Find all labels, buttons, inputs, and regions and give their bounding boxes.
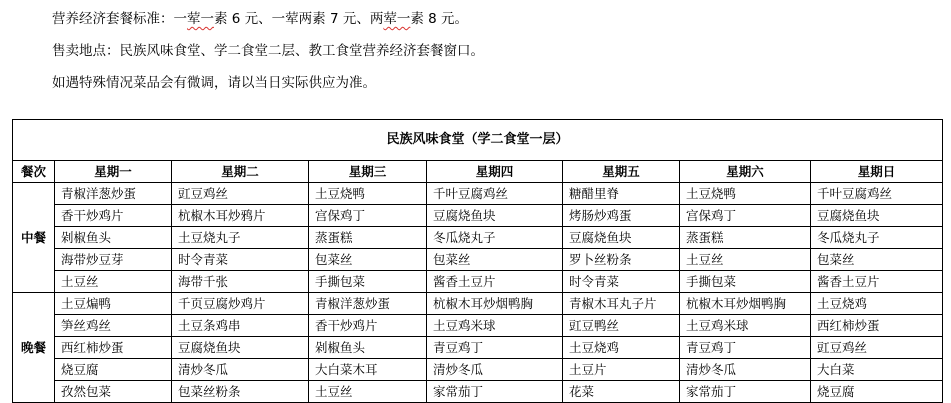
dish-cell: 杭椒木耳炒烟鸭胸 [427,293,563,315]
dish-cell: 豇豆鸡丝 [811,337,943,359]
day-header: 星期五 [563,161,680,183]
dish-cell: 包菜丝 [811,249,943,271]
dish-cell: 冬瓜烧丸子 [811,227,943,249]
dish-cell: 青椒洋葱炒蛋 [55,183,172,205]
dish-cell: 笋丝鸡丝 [55,315,172,337]
dish-cell: 土豆丝 [55,271,172,293]
sales-location-line: 售卖地点：民族风味食堂、学二食堂二层、教工食堂营养经济套餐窗口。 [52,43,484,59]
dish-cell: 大白菜 [811,359,943,381]
dish-cell: 土豆烧鸭 [680,183,811,205]
dish-cell: 手撕包菜 [309,271,427,293]
dish-cell: 青椒木耳丸子片 [563,293,680,315]
day-header: 星期一 [55,161,172,183]
table-row [13,271,943,293]
dish-cell: 豆腐烧鱼块 [172,337,309,359]
weekly-menu-table [12,119,943,403]
dish-cell: 剁椒鱼头 [309,337,427,359]
day-header: 星期三 [309,161,427,183]
table-row [13,249,943,271]
header-row [13,161,943,183]
dish-cell: 青椒洋葱炒蛋 [309,293,427,315]
dish-cell: 土豆丝 [680,249,811,271]
dish-cell: 香干炒鸡片 [55,205,172,227]
dish-cell: 包菜丝 [427,249,563,271]
dish-cell: 土豆烧鸡 [811,293,943,315]
dish-cell: 家常茄丁 [427,381,563,403]
dish-cell: 土豆烧鸭 [309,183,427,205]
meal-header: 餐次 [13,161,55,183]
table-title-row [13,120,943,161]
day-header: 星期二 [172,161,309,183]
dish-cell: 清炒冬瓜 [427,359,563,381]
price-text-mid: 素 6 元、一荤两素 7 元、两 [214,11,384,27]
dish-cell: 清炒冬瓜 [172,359,309,381]
dinner-label: 晚餐 [13,293,55,403]
lunch-label: 中餐 [13,183,55,293]
dish-cell: 宫保鸡丁 [309,205,427,227]
dish-cell: 海带千张 [172,271,309,293]
dish-cell: 酱香土豆片 [811,271,943,293]
table-row [13,337,943,359]
dish-cell: 西红柿炒蛋 [55,337,172,359]
dish-cell: 豆腐烧鱼块 [427,205,563,227]
dish-cell: 千叶豆腐鸡丝 [427,183,563,205]
dish-cell: 罗卜丝粉条 [563,249,680,271]
dish-cell: 冬瓜烧丸子 [427,227,563,249]
dish-cell: 豆腐烧鱼块 [563,227,680,249]
price-standard-line [52,9,932,29]
dish-cell: 土豆片 [563,359,680,381]
dish-cell: 土豆条鸡串 [172,315,309,337]
table-row [13,183,943,205]
dish-cell: 杭椒木耳炒鸦片 [172,205,309,227]
table-row [13,205,943,227]
dish-cell: 包菜丝粉条 [172,381,309,403]
dish-cell: 千叶豆腐鸡丝 [811,183,943,205]
dish-cell: 家常茄丁 [680,381,811,403]
dish-cell: 蒸蛋糕 [680,227,811,249]
dish-cell: 土豆鸡米球 [680,315,811,337]
dish-cell: 土豆鸡米球 [427,315,563,337]
dish-cell: 千页豆腐炒鸡片 [172,293,309,315]
dish-cell: 时令青菜 [172,249,309,271]
dish-cell: 蒸蛋糕 [309,227,427,249]
dish-cell: 海带炒豆芽 [55,249,172,271]
dish-cell: 清炒冬瓜 [680,359,811,381]
day-header: 星期六 [680,161,811,183]
table-row [13,381,943,403]
dish-cell: 杭椒木耳炒烟鸭胸 [680,293,811,315]
dish-cell: 手撕包菜 [680,271,811,293]
table-row [13,227,943,249]
dish-cell: 酱香土豆片 [427,271,563,293]
dish-cell: 包菜丝 [309,249,427,271]
dish-cell: 花菜 [563,381,680,403]
table-title: 民族风味食堂（学二食堂一层） [13,120,943,161]
dish-cell: 豆腐烧鱼块 [811,205,943,227]
dish-cell: 大白菜木耳 [309,359,427,381]
dish-cell: 时令青菜 [563,271,680,293]
dish-cell: 香干炒鸡片 [309,315,427,337]
notice-line: 如遇特殊情况菜品会有微调，请以当日实际供应为准。 [52,75,376,91]
price-text-suffix: 素 8 元。 [410,11,469,27]
table-row [13,359,943,381]
dish-cell: 剁椒鱼头 [55,227,172,249]
dish-cell: 土豆烧鸡 [563,337,680,359]
table-row [13,293,943,315]
day-header: 星期日 [811,161,943,183]
price-text-prefix: 营养经济套餐标准：一 [52,11,187,27]
dish-cell: 青豆鸡丁 [680,337,811,359]
day-header: 星期四 [427,161,563,183]
dish-cell: 土豆丝 [309,381,427,403]
dish-cell: 土豆煸鸭 [55,293,172,315]
spellcheck-mark: 荤一 [383,11,411,27]
dish-cell: 青豆鸡丁 [427,337,563,359]
dish-cell: 西红柿炒蛋 [811,315,943,337]
spellcheck-mark: 荤一 [187,11,214,27]
dish-cell: 糖醋里脊 [563,183,680,205]
dish-cell: 烤肠炒鸡蛋 [563,205,680,227]
dish-cell: 宫保鸡丁 [680,205,811,227]
dish-cell: 豇豆鸭丝 [563,315,680,337]
dish-cell: 孜然包菜 [55,381,172,403]
dish-cell: 烧豆腐 [55,359,172,381]
dish-cell: 土豆烧丸子 [172,227,309,249]
dish-cell: 烧豆腐 [811,381,943,403]
table-row [13,315,943,337]
dish-cell: 豇豆鸡丝 [172,183,309,205]
